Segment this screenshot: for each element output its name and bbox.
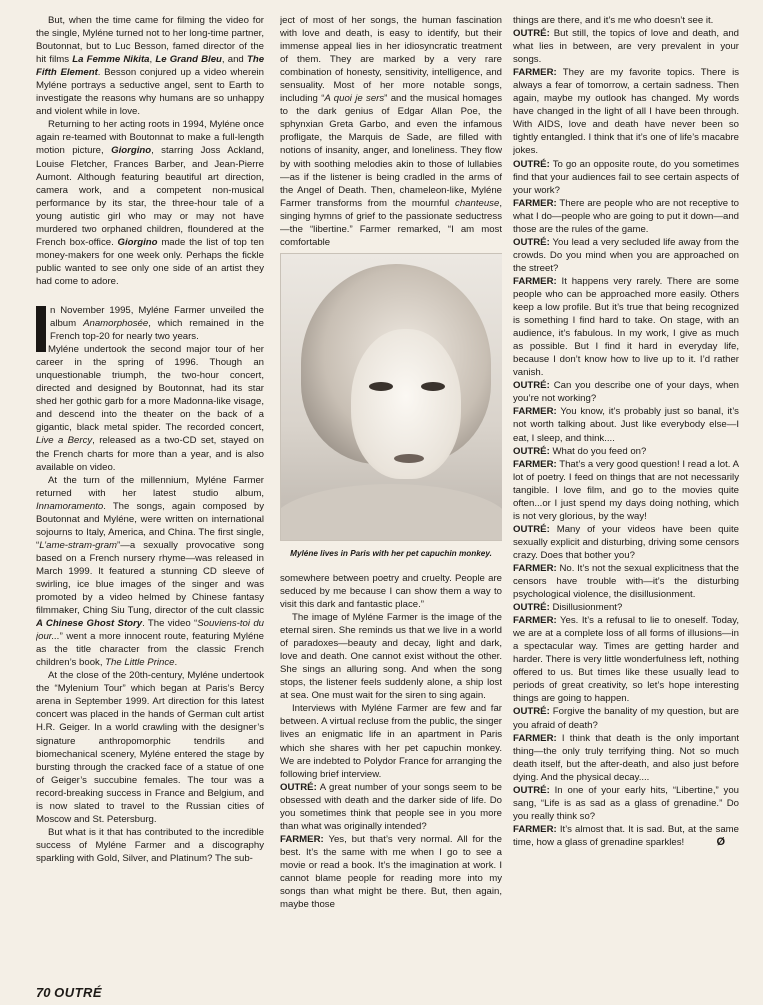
interview-answer: FARMER: They are my favorite topics. There is always a fear of tomorrow, a certain sadness. Then again, maybe my outlook has changed. My words have changed in the light of all I have been through. With AIDS, love and death have never been so tightly entangled. I think that it’s one of life’s macabre jokes. xyxy=(513,67,739,157)
paragraph: But, when the time came for filming the video for the single, Myléne turned not to her long-time partner, Boutonnat, but to Luc Besson, famed director of the hit films La Femme Nikita, Le Grand Bleu, and The Fifth Element. Besson conjured up a video wherein Myléne portrays a seductive angel, sent to Earth to investigate the reasons why humans are so unhappy and violent while in love. xyxy=(36,15,264,118)
paragraph: ject of most of her songs, the human fascination with love and death, is easy to identify, but their immense appeal lies in her idiosyncratic treatment of them. They are marked by a very rare combination of honesty, sensitivity, intelligence, and sensuality. Most of her more notable songs, including “A quoi je sers” and the musical homages to the dark genius of Edgar Allan Poe, the sphynxian Greta Garbo, and even the infamous profligate, the Marquis de Sade, are filled with notions of insanity, anger, and loneliness. They flow by with soothing melodies akin to those of lullabies—as if the listener is being cradled in the arms of the Angel of Death. Then, chameleon-like, Myléne Farmer transforms from the mournful chanteuse, singing hymns of grief to the passionate seductress—the “libertine.” Farmer remarked, “I am most comfortable xyxy=(280,15,502,248)
photo-lips-shape xyxy=(394,454,424,463)
interview-answer: FARMER: There are people who are not receptive to what I do—people who are going to put it down—and those are the rules of the game. xyxy=(513,197,739,235)
paragraph: n November 1995, Myléne Farmer unveiled the album Anamorphosée, which remained in the French top-20 for nearly two years. xyxy=(50,304,264,343)
interview-question: OUTRÉ: What do you feed on? xyxy=(513,445,647,457)
interview-answer: FARMER: Yes. It’s a refusal to lie to oneself. Today, we are at a complete loss of all forms of illusions—in a spectacular way. Times are getting harder and harder. There is very little wonderfulness left, nothing offered to us. But times like these usually lead to periods of great creativity, so let’s hope interesting things are going to happen. xyxy=(513,615,739,705)
article-column-2 xyxy=(280,14,502,976)
page-number: 70 xyxy=(36,985,51,1000)
interview-question: OUTRÉ: A great number of your songs seem to be obsessed with death and the darker side of life. Do you sometimes think that people see in you more than what was originally intended? xyxy=(280,781,502,832)
photo-caption: Myléne lives in Paris with her pet capuchin monkey. xyxy=(290,548,492,558)
interview-question: OUTRÉ: Forgive the banality of my question, but are you afraid of death? xyxy=(513,706,739,731)
interview-answer: things are there, and it’s me who doesn’t see it. xyxy=(513,15,714,26)
page-folio xyxy=(36,985,102,1000)
interview-question: OUTRÉ: Many of your videos have been quite sexually explicit and disturbing, driving some censors crazy. Does that bother you? xyxy=(513,523,739,561)
interview-question: OUTRÉ: In one of your early hits, “Libertine,” you sang, “Life is as sad as a glass of grenadine.” Do you really think so? xyxy=(513,784,739,822)
interview-answer: FARMER: It happens very rarely. There are some people who can be approached more easily. Others keep a low profile. But it’s true that being recognized is something I find hard to take. On stage, with an audience, it’s fabulous. In my work, I give as much as possible. But I find it hard in everyday life, because I don’t know how to live up to it. I’d rather vanish. xyxy=(513,275,739,379)
article-column-3 xyxy=(513,14,739,976)
photo-figure xyxy=(280,253,502,568)
interview-answer: FARMER: You know, it’s probably just so banal, it’s not worth talking about. Just like everybody else—I eat, I sleep, and think.... xyxy=(513,406,739,444)
interview-question: OUTRÉ: Can you describe one of your days, when you’re not working? xyxy=(513,380,739,405)
article-column-1 xyxy=(36,14,264,976)
paragraph: At the turn of the millennium, Myléne Farmer returned with her latest studio album, Innamoramento. The songs, again composed by Boutonnat and Myléne, were written on international sojourns to Italy, America, and China. The first single, “L’ame-stram-gram”—a sexually provocative song based on a French nursery rhyme—was released in March 1999. It featured a stunning CD sleeve of swirling, ice blue images of the singer and was promoted by a video helmed by Chinese fantasy filmmaker, Ching Siu Tung, director of the cult classic A Chinese Ghost Story. The video “Souviens-toi du jour...” went a more innocent route, featuring Myléne as the title character from the classic French children’s book, The Little Prince. xyxy=(36,474,264,669)
interview-answer: FARMER: No. It’s not the sexual explicitness that the censors have trouble with—it’s the disturbing psychological violence, the disillusionment. xyxy=(513,562,739,601)
portrait-photo xyxy=(280,253,502,541)
end-of-article-mark: Ø xyxy=(716,835,725,848)
interview-answer: FARMER: It’s almost that. It is sad. But, at the same time, how a glass of grenadine sparkles! Ø xyxy=(513,823,739,848)
paragraph: The image of Myléne Farmer is the image of the eternal siren. She reminds us that we live in a world of paradoxes—beauty and decay, light and dark, love and death. One cannot exist without the other. She sings an alluring song. And when the song stops, the listener feels suddenly alone, a ship lost at sea. One must wait for the siren to sing again. xyxy=(280,612,502,702)
interview-question: OUTRÉ: Disillusionment? xyxy=(513,602,623,614)
interview-answer: FARMER: Yes, but that’s very normal. All for the best. It’s the same with me when I go to see a movie or read a book. It’s the imagination at work. I cannot blame people for reading more into my songs than what might be there. But, then again, maybe those xyxy=(280,833,502,911)
paragraph: Returning to her acting roots in 1994, Myléne once again re-teamed with Boutonnat to make a full-length motion picture, Giorgino, starring Joss Ackland, Louise Fletcher, Frances Barber, and Jean-Pierre Aumont. Although featuring beautiful art direction, camera work, and a competent non-musical performance by its star, the three-hour tale of a young autistic girl who may or may not have murdered two orphaned children, floundered at the French box-office. Giorgino made the list of top ten money-makers for one week only. Perhaps the fickle public wanted to see only one side of an artist they had come to adore. xyxy=(36,119,264,287)
photo-shoulder-shape xyxy=(280,484,502,541)
paragraph: Interviews with Myléne Farmer are few and far between. A virtual recluse from the public, the singer lives an enigmatic life in an apartment in Paris which she shares with her pet capuchin monkey. We are indebted to Polydor France for arranging the following brief interview. xyxy=(280,703,502,780)
interview-question: OUTRÉ: But still, the topics of love and death, and what lies in between, are very prevalent in your songs. xyxy=(513,28,739,66)
interview-question: OUTRÉ: You lead a very secluded life away from the crowds. Do you mind when you are approached on the street? xyxy=(513,236,739,274)
interview-answer: FARMER: That’s a very good question! I read a lot. A lot of poetry. I feed on things that are not necessarily tangible. I love film, and go to the movies quite often...or I just spend my days doing nothing, which is not very glorious, by the way! xyxy=(513,458,739,522)
interview-answer: FARMER: I think that death is the only important thing—the only truly terrifying thing. Not so much death itself, but the after-death, and also just before dying. And the physical decay.... xyxy=(513,732,739,783)
interview-question: OUTRÉ: To go an opposite route, do you sometimes find that your audiences fail to see certain aspects of your work? xyxy=(513,158,739,196)
drop-cap-bar xyxy=(36,306,46,352)
paragraph: But what is it that has contributed to the incredible success of Myléne Farmer and a discography sparkling with Gold, Silver, and Platinum? The sub- xyxy=(36,826,264,864)
photo-eye-shape xyxy=(421,382,445,391)
magazine-name: OUTRÉ xyxy=(54,985,103,1000)
paragraph: somewhere between poetry and cruelty. People are seduced by me because I can show them a way to visit this dark and fantastic place.” xyxy=(280,572,502,610)
paragraph: Myléne undertook the second major tour of her career in the spring of 1996. Though an unquestionable triumph, the two-hour concert, directed and designed by Boutonnat, had its star shed her gothic garb for a more Madonna-like visage, and descend into the theater on the back of a gigantic, black metal spider. The recorded concert, Live a Bercy, released as a two-CD set, stayed on the French charts for more than a year, and is also available on video. xyxy=(36,344,264,473)
paragraph: At the close of the 20th-century, Myléne undertook the “Mylenium Tour” which began at Paris’s Bercy arena in September 1999. Art direction for this latest concert was placed in the hands of German cult artist H.R. Geiger. In a world crawling with the designer’s signature anthropomorphic tendrils and biomechanical scenery, Myléne entered the stage by bursting through the cracked face of a statue of one of Geiger’s succubine females. The tour was a record-breaking success in France and Belgium, and is now slated to travel to the Russian cities of Moscow and St. Petersburg. xyxy=(36,670,264,825)
photo-eye-shape xyxy=(369,382,393,391)
section-start xyxy=(36,304,264,343)
